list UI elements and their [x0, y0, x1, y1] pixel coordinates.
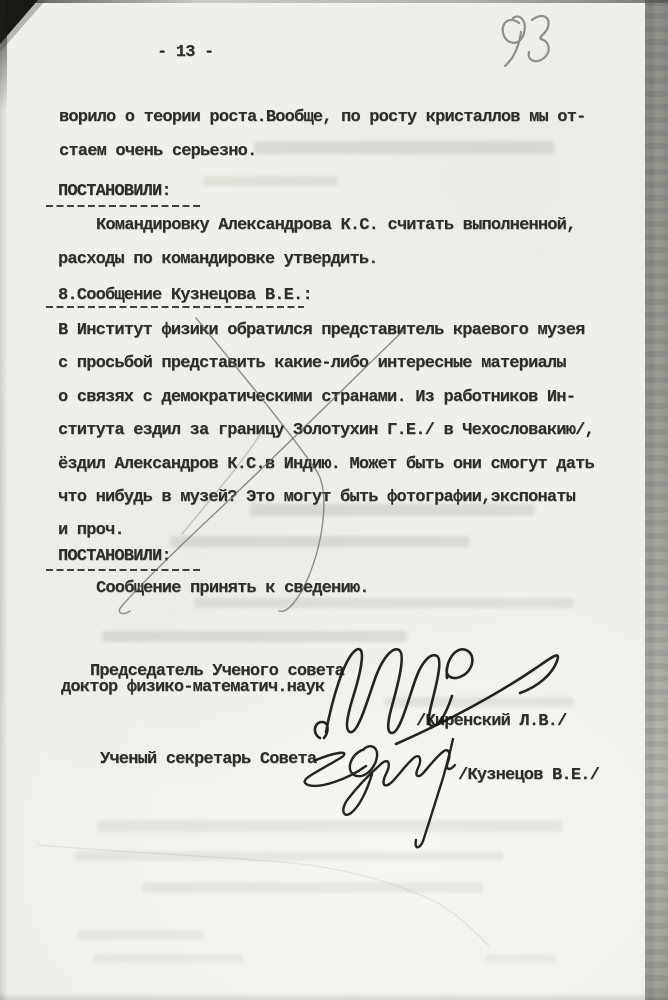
body-line: стаем очень серьезно.: [59, 142, 257, 161]
body-line: что нибудь в музей? Это могут быть фотографии,экспонаты: [58, 488, 576, 507]
scan-edge-bottom: [0, 992, 668, 1000]
bleedthrough-line: [143, 882, 483, 893]
resolution-heading: ПОСТАНОВИЛИ:: [58, 547, 171, 566]
body-line: расходы по командировке утвердить.: [58, 250, 378, 269]
scan-edge-left-top: [0, 0, 7, 110]
secretary-name: /Кузнецов В.Е./: [458, 766, 600, 785]
scan-edge-left: [0, 0, 8, 1000]
item-heading: 8.Сообщение Кузнецова В.Е.:: [58, 286, 312, 305]
handwritten-page-mark: [503, 16, 549, 66]
chairman-title: Председатель Ученого совета: [90, 662, 344, 681]
bleedthrough-line: [194, 598, 574, 608]
page-number: - 13 -: [157, 43, 214, 62]
bleedthrough-line: [254, 141, 554, 154]
dashed-underline: [46, 306, 304, 308]
bleedthrough-line: [384, 697, 574, 707]
body-line: ститута ездил за границу Золотухин Г.Е./ в Чехословакию/,: [58, 421, 594, 440]
bleedthrough-line: [97, 820, 562, 832]
body-line: Сообщение принять к сведению.: [96, 579, 369, 598]
dashed-underline: [46, 569, 201, 571]
bleedthrough-line: [93, 954, 243, 963]
bleedthrough-line: [78, 930, 203, 940]
resolution-heading: ПОСТАНОВИЛИ:: [58, 182, 171, 201]
body-line: о связях с демократическими странами. Из работников Ин-: [58, 388, 576, 407]
dashed-underline: [46, 205, 201, 207]
bleedthrough-line: [203, 176, 338, 186]
scan-edge-top: [0, 0, 668, 3]
body-line: с просьбой представить какие-либо интересные материалы: [58, 354, 566, 373]
body-line: Командировку Александрова К.С. считать выполненной,: [96, 216, 576, 235]
body-line: и проч.: [58, 521, 124, 540]
chairman-name: /Киренский Л.В./: [416, 712, 567, 731]
body-line: ёздил Александров К.С.в Индию. Может быть они смогут дать: [58, 455, 594, 474]
body-line: ворило о теории роста.Вообще, по росту кристаллов мы от-: [59, 108, 586, 127]
scan-edge-right: [645, 0, 668, 1000]
bleedthrough-line: [102, 631, 407, 642]
bleedthrough-line: [74, 851, 504, 861]
secretary-title: Ученый секретарь Совета: [100, 750, 317, 769]
chairman-degree: доктор физико-математич.наук: [61, 678, 325, 697]
bleedthrough-line: [486, 954, 556, 963]
bleedthrough-line: [170, 536, 470, 547]
body-line: В Институт физики обратился представитель краевого музея: [58, 321, 585, 340]
